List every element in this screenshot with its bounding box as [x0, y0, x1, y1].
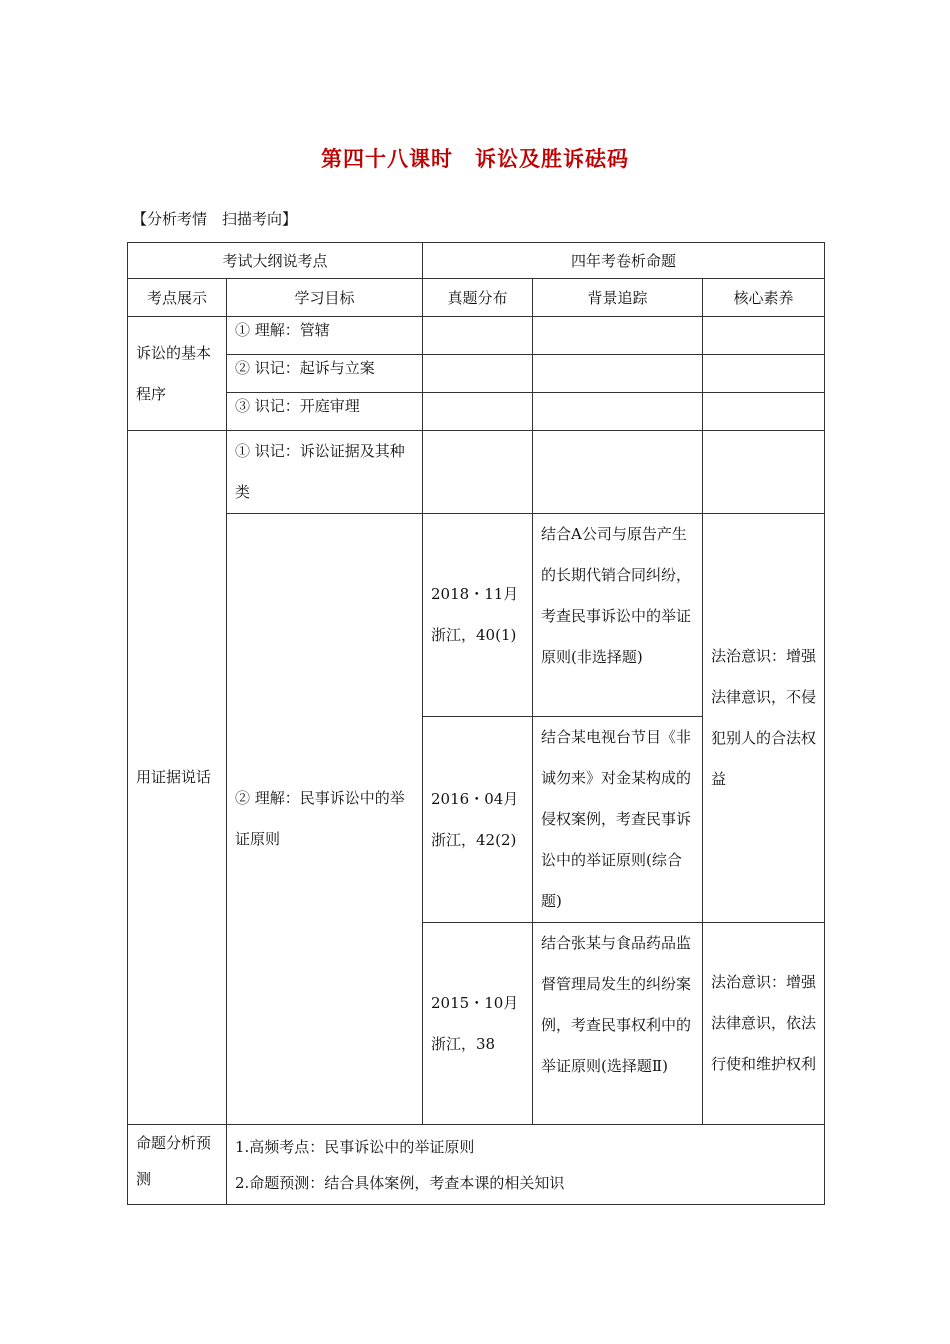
goal-cell: ① 识记：诉讼证据及其种类	[227, 431, 423, 514]
prediction-item: 1.高频考点：民事诉讼中的举证原则	[235, 1138, 475, 1156]
topic-label-procedure: 诉讼的基本程序	[128, 317, 227, 431]
exam-cell: 2016・04月浙江，42(2)	[423, 717, 533, 923]
group-header-syllabus: 考试大纲说考点	[128, 243, 423, 279]
empty-cell	[423, 431, 533, 514]
goal-cell: ② 理解：民事诉讼中的举证原则	[227, 514, 423, 1125]
prediction-label: 命题分析预测	[128, 1125, 227, 1205]
background-cell: 结合张某与食品药品监督管理局发生的纠纷案例，考查民事权利中的举证原则(选择题Ⅱ)	[533, 923, 703, 1125]
goal-cell: ① 理解：管辖	[227, 317, 423, 355]
empty-cell	[703, 317, 825, 355]
goal-cell: ③ 识记：开庭审理	[227, 393, 423, 431]
empty-cell	[423, 355, 533, 393]
prediction-item: 2.命题预测：结合具体案例，考查本课的相关知识	[235, 1174, 565, 1192]
empty-cell	[533, 431, 703, 514]
empty-cell	[423, 317, 533, 355]
goal-cell: ② 识记：起诉与立案	[227, 355, 423, 393]
empty-cell	[703, 355, 825, 393]
literacy-cell: 法治意识：增强法律意识，依法行使和维护权利	[703, 923, 825, 1125]
empty-cell	[533, 393, 703, 431]
empty-cell	[533, 317, 703, 355]
empty-cell	[533, 355, 703, 393]
col-header-literacy: 核心素养	[703, 279, 825, 317]
col-header-goal: 学习目标	[227, 279, 423, 317]
exam-cell: 2018・11月浙江，40(1)	[423, 514, 533, 717]
page-title: 第四十八课时 诉讼及胜诉砝码	[321, 147, 629, 171]
empty-cell	[703, 431, 825, 514]
exam-analysis-table	[127, 242, 825, 1205]
col-header-topic: 考点展示	[128, 279, 227, 317]
exam-cell: 2015・10月浙江，38	[423, 923, 533, 1125]
group-header-exams: 四年考卷析命题	[423, 243, 825, 279]
background-cell: 结合A公司与原告产生的长期代销合同纠纷，考查民事诉讼中的举证原则(非选择题)	[533, 514, 703, 717]
topic-label-evidence: 用证据说话	[128, 431, 227, 1125]
col-header-background: 背景追踪	[533, 279, 703, 317]
literacy-cell: 法治意识：增强法律意识，不侵犯别人的合法权益	[703, 514, 825, 923]
col-header-exam: 真题分布	[423, 279, 533, 317]
section-heading: 【分析考情 扫描考向】	[132, 210, 298, 228]
empty-cell	[703, 393, 825, 431]
background-cell: 结合某电视台节目《非诚勿来》对金某构成的侵权案例，考查民事诉讼中的举证原则(综合题)	[533, 717, 703, 923]
prediction-content	[227, 1125, 825, 1205]
empty-cell	[423, 393, 533, 431]
